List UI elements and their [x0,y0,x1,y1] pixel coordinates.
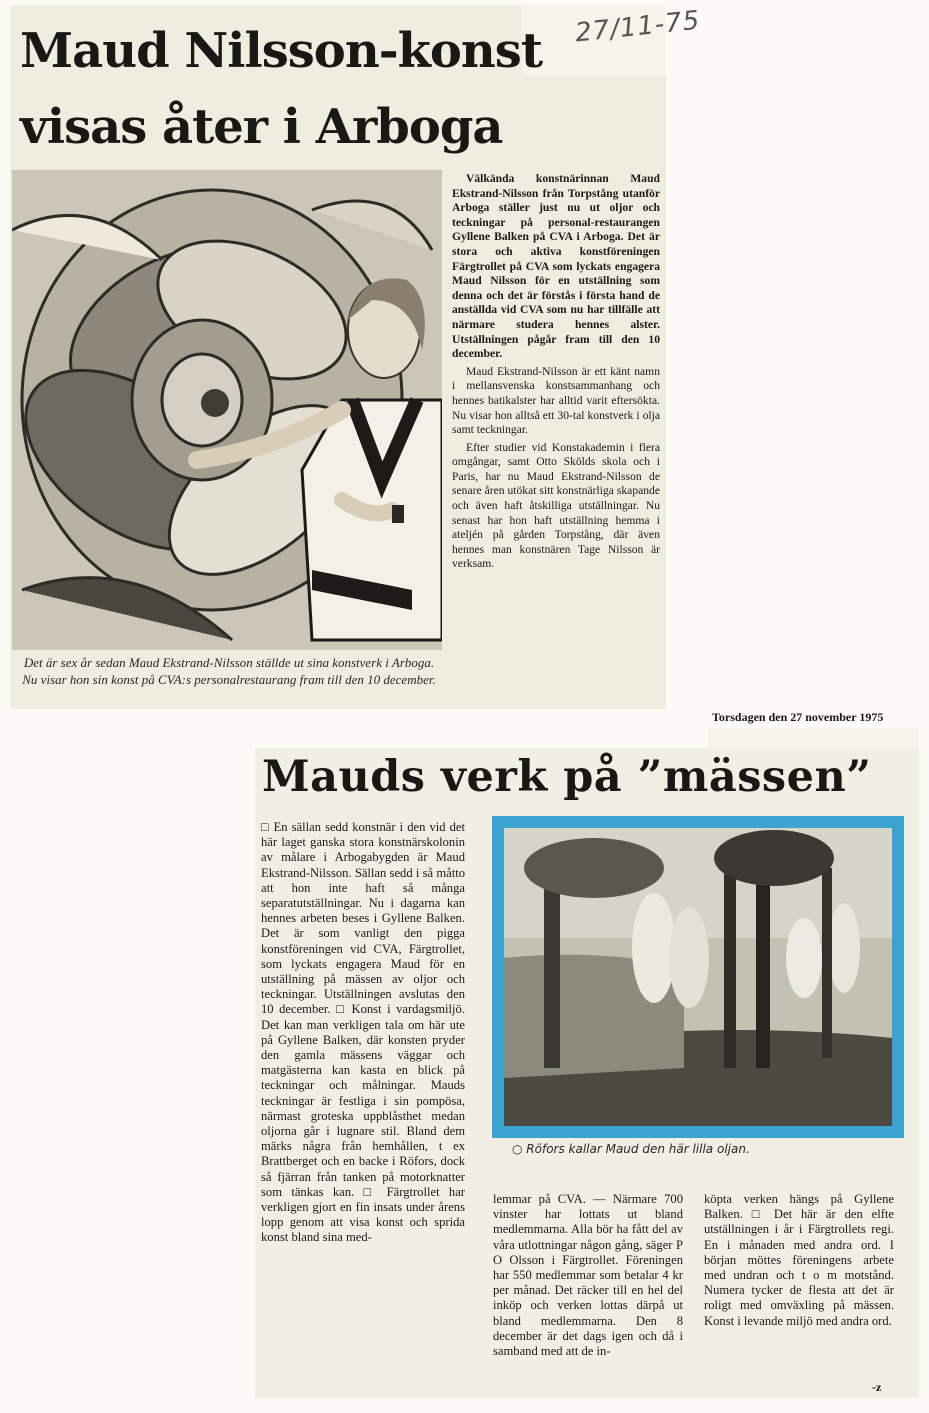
article-2-column-2 [493,1192,683,1359]
author-signature: -z [872,1380,882,1394]
photo-caption-1: Det är sex år sedan Maud Ekstrand-Nilsson ställde ut sina konstverk i Arboga. Nu visar hon sin konst på CVA:s personalrestaurang fram till den 10 december. [22,655,436,687]
headline-2: Mauds verk på ”mässen” [262,752,872,802]
painting-photo [504,828,892,1126]
article-2-column-1 [261,820,465,1246]
article-1-paragraph-3: Efter studier vid Konstakademin i flera omgångar, samt Otto Skölds skola och i Paris, har nu Maud Ekstrand-Nilsson de senare åren utökat sitt konstnärliga skapande och även haft åtskilliga utställningar. Nu senast har hon haft utställning hemma i ateljén på gården Torpstång, där även hennes man konstnären Tage Nilsson är verksam. [452,440,660,571]
article-2-column-3-text: köpta verken hängs på Gyllene Balken. □ Det här är den elfte utställningen i år i Färgtrollets regi. En i månaden med andra ord. I början möttes föreningens arbete med undran och t o m motstånd. Numera tycker de flesta att det är roligt med omväxling på mässen. Konst i levande miljö med andra ord. [704,1192,894,1328]
article-2-column-2-text: lemmar på CVA. — Närmare 700 vinster har lottats ut bland medlemmarna. Alla bör ha fått del av våra utlottningar någon gång, säger P O Olsson i Färgtrollet. Föreningen har 550 medlemmar som betalar 4 kr per månad. Det räcker till en hel del inköp och verken lottas därpå ut bland medlemmarna. Den 8 december är det dags igen och då i samband med att de in- [493,1192,683,1359]
article-1-body [452,172,660,575]
headline-line-1: Maud Nilsson-konst [20,23,542,79]
photo-caption-2: ○ Röfors kallar Maud den här lilla oljan. [512,1142,750,1156]
article-1-lead: Välkända konstnärinnan Maud Ekstrand-Nilsson från Torpstång utanför Arboga ställer just nu ut oljor och teckningar på personal-restaurangen Gyllene Balken på CVA i Arboga. Det är stora och aktiva konstföreningen Färgtrollet på CVA som lyckats engagera Maud Nilsson för en utställning som denna och det är förstås i första hand de anställda vid CVA som nu har tillfälle att närmare studera hennes alster. Utställningen pågår fram till den 10 december. [452,172,660,361]
article-2-column-1-text: □ En sällan sedd konstnär i den vid det här laget ganska stora konstnärskolonin av målare i Arbogabygden är Maud Ekstrand-Nilsson. Sällan sedd i så måtto att hon inte haft så många separatutställningar. Nu i dagarna kan hennes arbeten beses i Gyllene Balken. Det är som vanligt den pigga konstföreningen vid CVA, Färgtrollet, som lyckats engagera Maud för en utställning på mässen av oljor och teckningar. Utställningen avslutas den 10 december. □ Konst i vardagsmiljö. Det kan man verkligen tala om här ute på Gyllene Balken, där konsten pryder den gamla mässens väggar och matgästerna kan kasta en blick på teckningar och målningar. Mauds teckningar är festliga i sin pompösa, närmast groteska uppblåsthet medan oljorna går i lugnare stil. Bland dem märks några från hemhållen, t ex Brattberget och en backe i Röfors, dock så fjärran från tanken på motorknatter som tänkas kan. □ Färgtrollet har verkligen gjort en fin insats under årens lopp genom att visa konst och sprida konst bland sina med- [261,820,465,1245]
clipping-2-date-strip [708,728,918,748]
handwritten-date: 27/11-75 [573,5,702,49]
artist-photo [12,170,442,650]
publication-date: Torsdagen den 27 november 1975 [712,710,884,724]
article-1-paragraph-2: Maud Ekstrand-Nilsson är ett känt namn i mellansvenska konstsammanhang och hennes batikalster har alltid varit eftersökta. Nu visar hon alltså ett 30-tal konstverk i olja samt teckningar. [452,364,660,437]
landscape-painting-illustration [504,828,892,1126]
artist-with-painting-illustration [12,170,442,650]
article-2-column-3 [704,1192,894,1329]
headline-line-2: visas åter i Arboga [20,99,503,155]
